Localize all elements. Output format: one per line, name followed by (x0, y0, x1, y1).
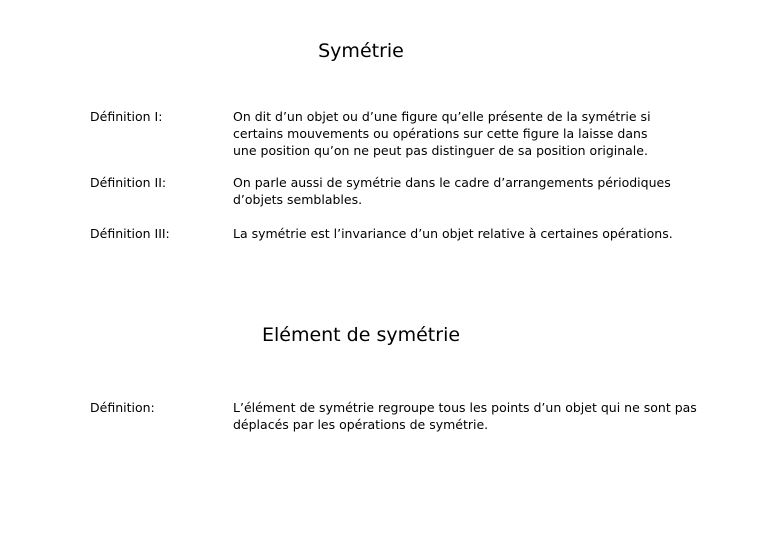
definition-1-line-2: certains mouvements ou opérations sur cette figure la laisse dans (233, 126, 648, 141)
definition-2-line-2: d’objets semblables. (233, 192, 363, 207)
section-definition-line-1: L’élément de symétrie regroupe tous les points d’un objet qui ne sont pas (233, 400, 697, 415)
definition-2-line-1: On parle aussi de symétrie dans le cadre d’arrangements périodiques (233, 175, 671, 190)
definition-3-text (233, 225, 743, 242)
definition-1-term: Définition I: (90, 109, 163, 124)
page-title: Symétrie (318, 40, 404, 62)
section-definition-line-2: déplacés par les opérations de symétrie. (233, 417, 489, 432)
definition-1-line-3: une position qu’on ne peut pas distinguer de sa position originale. (233, 143, 648, 158)
definition-1-text (233, 108, 743, 159)
section-definition-text (233, 399, 743, 433)
section-definition-term: Définition: (90, 400, 155, 415)
definition-2-text (233, 174, 743, 208)
definition-3-line-1: La symétrie est l’invariance d’un objet relative à certaines opérations. (233, 226, 673, 241)
definition-3-term: Définition III: (90, 226, 170, 241)
section-title: Elément de symétrie (261, 324, 461, 346)
definition-1-line-1: On dit d’un objet ou d’une figure qu’elle présente de la symétrie si (233, 109, 651, 124)
definition-2-term: Définition II: (90, 175, 167, 190)
